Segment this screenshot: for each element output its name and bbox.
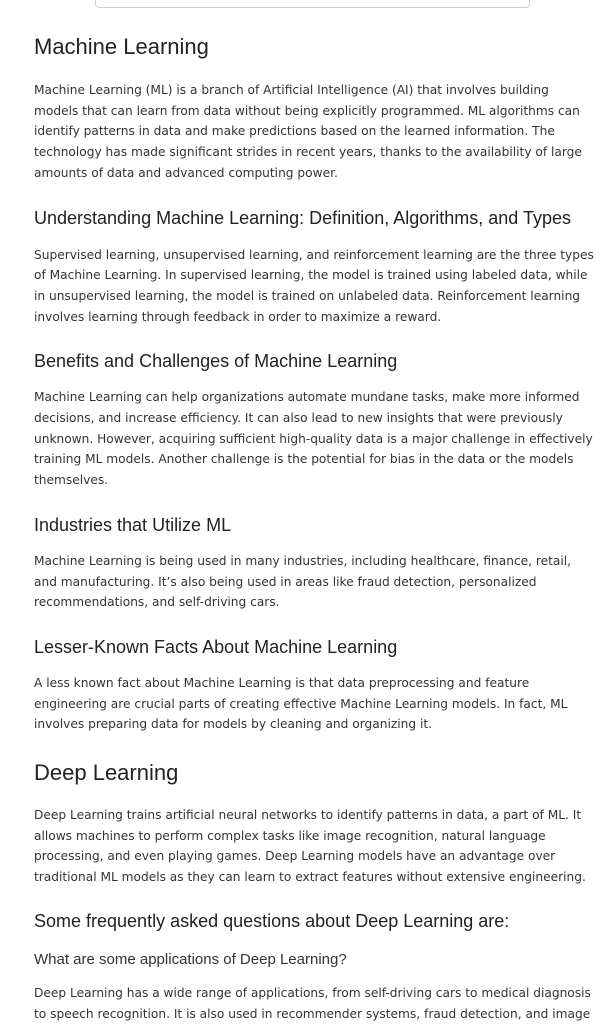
article-content: [34, 30, 594, 1024]
paragraph-ml-intro: Machine Learning (ML) is a branch of Artificial Intelligence (AI) that involves building models that can learn from data without being explicitly programmed. ML algorithms can identify patterns in data and make predictions based on the learned information. The technology has made significant strides in recent years, thanks to the availability of large amounts of data and advanced computing power.: [34, 83, 582, 180]
faq-answer-applications: Deep Learning has a wide range of applications, from self-driving cars to medical diagnosis to speech recognition. It is also used in recommender systems, fraud detection, and image: [34, 985, 591, 1021]
paragraph-industries: Machine Learning is being used in many industries, including healthcare, finance, retail, and manufacturing. It’s also being used in areas like fraud detection, personalized recommendations, and self-driving cars.: [34, 553, 572, 610]
heading-deep-learning: Deep Learning: [34, 760, 179, 786]
heading-understanding-ml: Understanding Machine Learning: Definition, Algorithms, and Types: [34, 207, 571, 228]
heading-benefits-challenges: Benefits and Challenges of Machine Learning: [34, 351, 398, 372]
heading-faq: Some frequently asked questions about Deep Learning are:: [34, 910, 510, 931]
paragraph-benefits-challenges: Machine Learning can help organizations automate mundane tasks, make more informed decisions, and increase efficiency. It can also lead to new insights that were previously unknown. However, acquiring sufficient high-quality data is a major challenge in effectively training ML models. Another challenge is the potential for bias in the data or the models themselves.: [34, 390, 593, 488]
paragraph-dl-intro: Deep Learning trains artificial neural networks to identify patterns in data, a part of ML. It allows machines to perform complex tasks like image recognition, natural language processing, and even playing games. Deep Learning models have an advantage over traditional ML models as they can learn to extract features without extensive engineering.: [34, 808, 586, 885]
paragraph-lesser-known-facts: A less known fact about Machine Learning is that data preprocessing and feature engineering are crucial parts of creating effective Machine Learning models. In fact, ML involves preparing data for models by cleaning and organizing it.: [34, 675, 568, 732]
top-input-box[interactable]: [95, 0, 530, 8]
heading-industries: Industries that Utilize ML: [34, 514, 232, 535]
heading-machine-learning: Machine Learning: [34, 34, 209, 59]
heading-lesser-known-facts: Lesser-Known Facts About Machine Learning: [34, 636, 398, 657]
faq-question-applications: What are some applications of Deep Learning?: [34, 950, 347, 968]
paragraph-understanding-ml: Supervised learning, unsupervised learning, and reinforcement learning are the three types of Machine Learning. In supervised learning, the model is trained using labeled data, while in unsupervised learning, the model is trained on unlabeled data. Reinforcement learning involves learning through feedback in order to maximize a reward.: [34, 247, 594, 324]
